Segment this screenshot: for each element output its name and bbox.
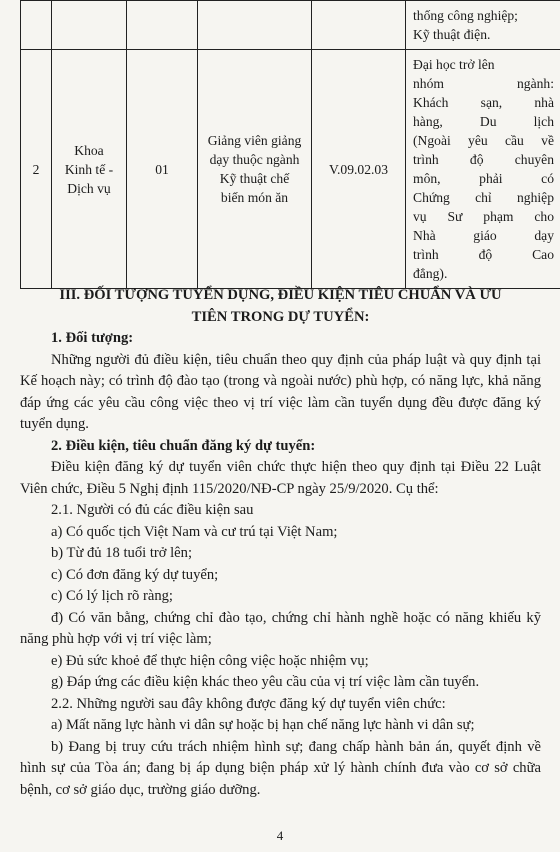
unit-line: Khoa [74, 142, 104, 158]
paragraph: Điều kiện đăng ký dự tuyển viên chức thực hiện theo quy định tại Điều 22 Luật Viên chức, Điều 5 Nghị định 115/2020/NĐ-CP ngày 25/9/2020. Cụ thể: [20, 459, 541, 497]
list-item: b) Từ đủ 18 tuổi trở lên; [51, 545, 193, 561]
requirement-line: (Ngoài yêu cầu về [413, 133, 554, 148]
table-cell-position [198, 1, 312, 50]
requirement-line: hàng, Du lịch [413, 114, 554, 129]
paragraph: Những người đủ điều kiện, tiêu chuẩn theo quy định của pháp luật và quy định tại Kế hoạch này; có trình độ đào tạo (trong và ngoài nước) phù hợp, có năng lực, khả năng đáp ứng các yêu cầu công việc theo vị trí việc làm cần tuyển dụng đều được đăng ký tuyển dụng. [20, 351, 541, 432]
requirement-line: Khách sạn, nhà [413, 95, 554, 110]
table-cell-quantity: 01 [127, 50, 198, 289]
list-item: a) Mất năng lực hành vi dân sự hoặc bị hạn chế năng lực hành vi dân sự; [51, 717, 475, 733]
requirement-line: đẳng). [413, 266, 448, 281]
section-heading-line2: TIÊN TRONG DỰ TUYỂN: [191, 308, 370, 325]
table-cell-quantity [127, 1, 198, 50]
subsection-title: 2.2. Những người sau đây không được đăng ký dự tuyển viên chức: [51, 695, 446, 712]
list-item: a) Có quốc tịch Việt Nam và cư trú tại Việt Nam; [51, 523, 338, 540]
position-line: Giảng viên giảng [207, 133, 302, 148]
subsection-title: 2. Điều kiện, tiêu chuẩn đăng ký dự tuyển: [51, 437, 316, 454]
table-cell-code [312, 1, 406, 50]
position-line: Kỹ thuật chế [219, 171, 290, 186]
page-number: 4 [276, 828, 284, 843]
requirement-line: nhóm ngành: [413, 76, 554, 91]
list-item: c) Có đơn đăng ký dự tuyển; [51, 566, 219, 583]
section-3 [20, 285, 541, 801]
list-item: c) Có lý lịch rõ ràng; [51, 588, 173, 604]
list-item: đ) Có văn bằng, chứng chỉ đào tạo, chứng chỉ hành nghề hoặc có năng khiếu kỹ năng phù hợp với vị trí việc làm; [20, 609, 541, 647]
requirement-line: Nhà giáo dạy [413, 228, 554, 243]
list-item: e) Đủ sức khoẻ để thực hiện công việc hoặc nhiệm vụ; [51, 652, 369, 669]
table-row [21, 1, 560, 50]
table-cell-stt: 2 [21, 50, 52, 289]
subsection-title: 1. Đối tượng: [51, 330, 134, 346]
requirement-line: Chứng chỉ nghiệp [413, 190, 554, 205]
table-cell-requirement [406, 50, 560, 289]
unit-line: Kinh tế - [64, 161, 114, 177]
table-cell-position [198, 50, 312, 289]
requirement-line: vụ Sư phạm cho [413, 209, 554, 224]
position-line: biến món ăn [220, 190, 289, 205]
table-cell-unit [52, 50, 127, 289]
requirement-line: thống công nghiệp; [413, 8, 518, 23]
table-cell-requirement [406, 1, 560, 50]
list-item: b) Đang bị truy cứu trách nhiệm hình sự; đang chấp hành bản án, quyết định về hình sự của Tòa án; đang bị áp dụng biện pháp xử lý hành chính đưa vào cơ sở chữa bệnh, cơ sở giáo dục, trường giáo dưỡng. [20, 738, 541, 798]
list-item: g) Đáp ứng các điều kiện khác theo yêu cầu của vị trí việc làm cần tuyển. [51, 674, 480, 690]
table-cell-stt [21, 1, 52, 50]
table-row [21, 50, 560, 289]
requirement-line: trình độ chuyên [413, 152, 554, 167]
section-heading-line1: III. ĐỐI TƯỢNG TUYỂN DỤNG, ĐIỀU KIỆN TIÊU CHUẨN VÀ ƯU [59, 287, 502, 303]
requirement-line: trình độ Cao [413, 247, 554, 262]
table-cell-unit [52, 1, 127, 50]
requirement-line: Đại học trở lên [413, 57, 495, 72]
requirement-line: môn, phải có [413, 171, 554, 186]
position-line: dạy thuộc ngành [209, 152, 300, 167]
unit-line: Dịch vụ [67, 180, 111, 196]
recruitment-table [20, 0, 560, 289]
requirement-line: Kỹ thuật điện. [413, 27, 491, 42]
table-cell-code: V.09.02.03 [312, 50, 406, 289]
subsection-title: 2.1. Người có đủ các điều kiện sau [51, 502, 254, 518]
